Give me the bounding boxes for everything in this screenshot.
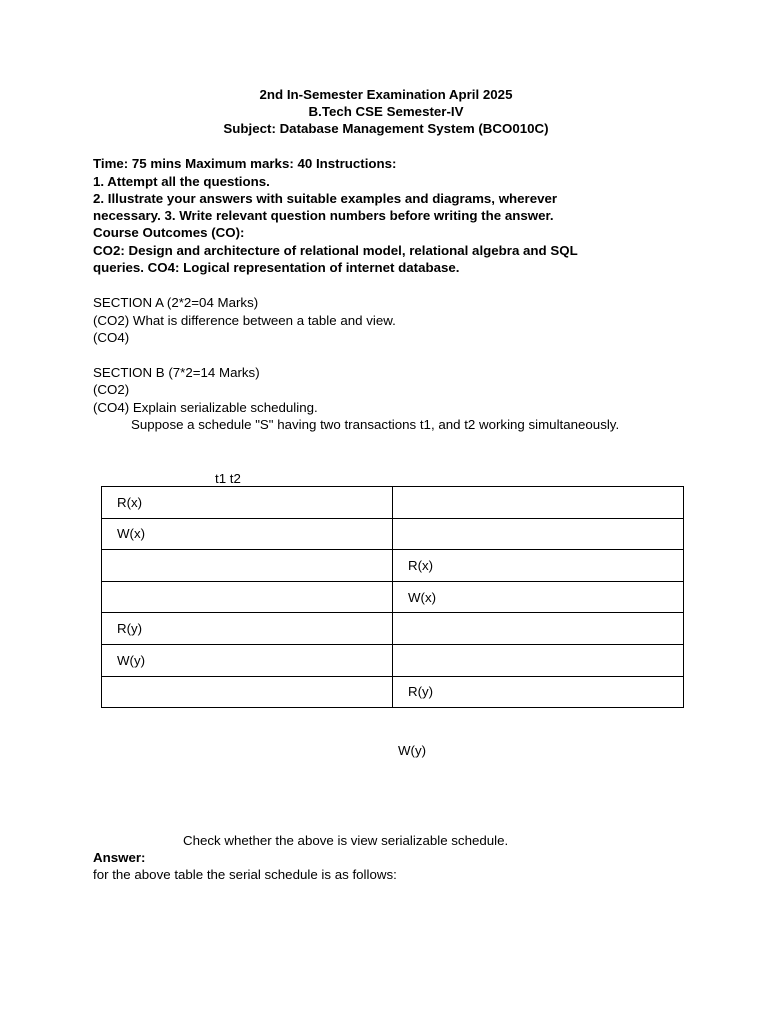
instruction-item-1: 1. Attempt all the questions.: [93, 174, 270, 189]
schedule-column-label: t1 t2: [215, 471, 241, 486]
section-b-heading: SECTION B (7*2=14 Marks): [93, 365, 260, 380]
t1-cell: [102, 581, 393, 613]
t2-cell: W(x): [393, 581, 684, 613]
instruction-item-2a: 2. Illustrate your answers with suitable examples and diagrams, wherever: [93, 191, 558, 206]
t2-cell: R(y): [393, 676, 684, 708]
table-row: [102, 676, 684, 708]
t2-cell: R(x): [393, 550, 684, 582]
program-semester: B.Tech CSE Semester-IV: [308, 104, 464, 119]
t2-cell: [393, 613, 684, 645]
exam-title: 2nd In-Semester Examination April 2025: [259, 87, 513, 102]
section-a-question-2: (CO4): [93, 330, 130, 345]
course-outcome-line-2: queries. CO4: Logical representation of internet database.: [93, 260, 460, 275]
t2-cell: [393, 487, 684, 519]
answer-text: for the above table the serial schedule is as follows:: [93, 867, 397, 882]
answer-label: Answer:: [93, 850, 146, 865]
section-b-question-2-detail: Suppose a schedule "S" having two transactions t1, and t2 working simultaneously.: [131, 417, 620, 432]
section-a-question-1: (CO2) What is difference between a table and view.: [93, 313, 396, 328]
table-row: [102, 613, 684, 645]
t1-cell: R(y): [102, 613, 393, 645]
trailing-operation: W(y): [398, 743, 427, 758]
t1-cell: W(x): [102, 518, 393, 550]
course-outcome-line-1: CO2: Design and architecture of relational model, relational algebra and SQL: [93, 243, 578, 258]
table-row: [102, 581, 684, 613]
t1-cell: W(y): [102, 644, 393, 676]
serializability-question: Check whether the above is view serializable schedule.: [183, 833, 509, 848]
t1-cell: R(x): [102, 487, 393, 519]
table-row: [102, 550, 684, 582]
table-row: [102, 644, 684, 676]
subject-line: Subject: Database Management System (BCO010C): [223, 121, 549, 136]
time-marks-line: Time: 75 mins Maximum marks: 40 Instructions:: [93, 156, 397, 171]
instruction-item-2b: necessary. 3. Write relevant question numbers before writing the answer.: [93, 208, 554, 223]
section-b-question-2: (CO4) Explain serializable scheduling.: [93, 400, 318, 415]
schedule-table: [101, 486, 684, 708]
t2-cell: [393, 518, 684, 550]
section-b-question-1: (CO2): [93, 382, 130, 397]
t2-cell: [393, 644, 684, 676]
section-a-heading: SECTION A (2*2=04 Marks): [93, 295, 259, 310]
t1-cell: [102, 676, 393, 708]
table-row: [102, 487, 684, 519]
course-outcomes-heading: Course Outcomes (CO):: [93, 225, 245, 240]
table-row: [102, 518, 684, 550]
t1-cell: [102, 550, 393, 582]
